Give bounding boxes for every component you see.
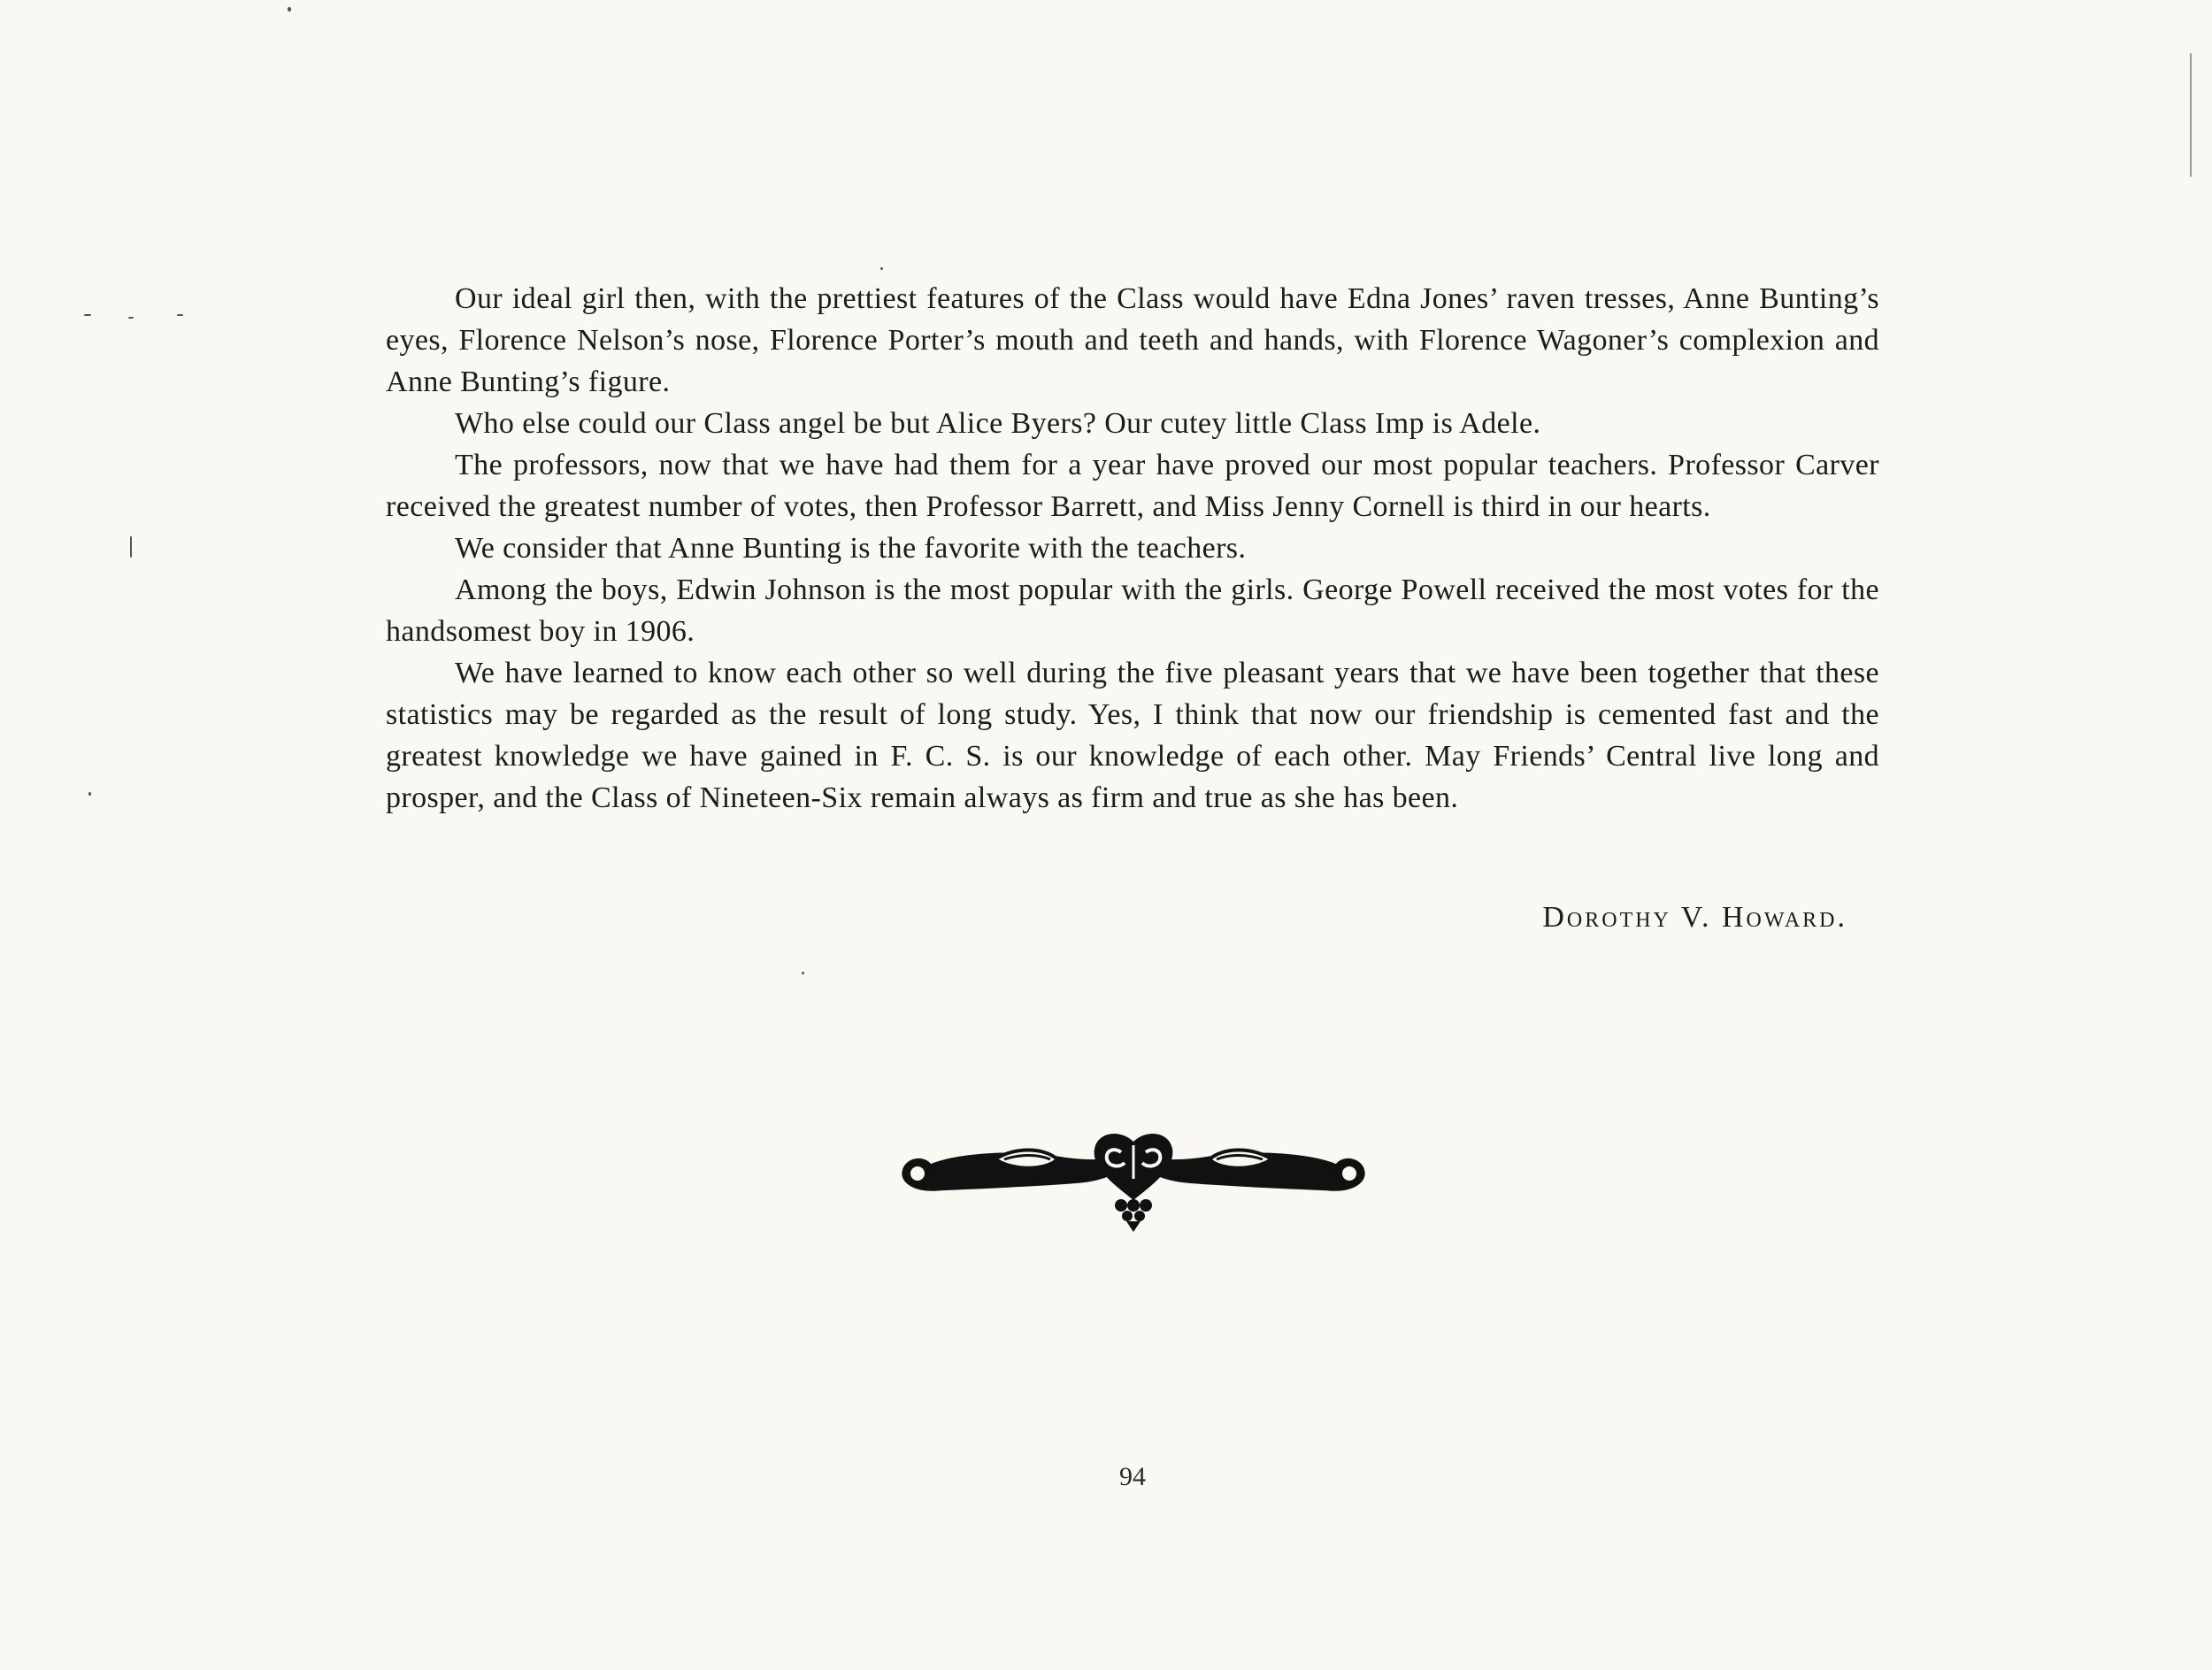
scan-speck <box>177 314 183 316</box>
page-number: 94 <box>1119 1462 1146 1491</box>
scan-speck <box>84 314 91 316</box>
scan-speck <box>2190 53 2192 177</box>
scan-speck <box>128 317 134 319</box>
scan-speck <box>88 792 91 796</box>
scan-speck <box>880 267 883 270</box>
scan-speck <box>802 972 804 974</box>
scroll-ornament-icon <box>889 1124 1378 1232</box>
scan-speck <box>288 7 291 12</box>
body-text <box>386 278 1879 819</box>
scan-speck <box>130 536 132 558</box>
paragraph-ideal-girl: Our ideal girl then, with the prettiest features of the Class would have Edna Jones’ raven tresses, Anne Bunting’s eyes, Florence Nelson’s nose, Florence Porter’s mouth and teeth and hands, with Florence Wagoner’s complexion and Anne Bunting’s figure. <box>386 282 1879 398</box>
paragraph-class-angel: Who else could our Class angel be but Alice Byers? Our cutey little Class Imp is Adele. <box>455 407 1541 440</box>
paragraph-closing: We have learned to know each other so well during the five pleasant years that we have been together that these statistics may be regarded as the result of long study. Yes, I think that now our friendship is cemented fast and the greatest knowledge we have gained in F. C. S. is our knowledge of each other. May Friends’ Central live long and prosper, and the Class of Nineteen-Six remain always as firm and true as she has been. <box>386 657 1879 814</box>
author-signature: Dorothy V. Howard. <box>1542 901 1847 934</box>
paragraph-favorite: We consider that Anne Bunting is the favorite with the teachers. <box>455 532 1247 565</box>
paragraph-professors: The professors, now that we have had them for a year have proved our most popular teachers. Professor Carver received the greatest number of votes, then Professor Barrett, and Miss Jenny Cornell is third in our hearts. <box>386 449 1879 523</box>
paragraph-boys: Among the boys, Edwin Johnson is the most popular with the girls. George Powell received the most votes for the handsomest boy in 1906. <box>386 573 1879 648</box>
